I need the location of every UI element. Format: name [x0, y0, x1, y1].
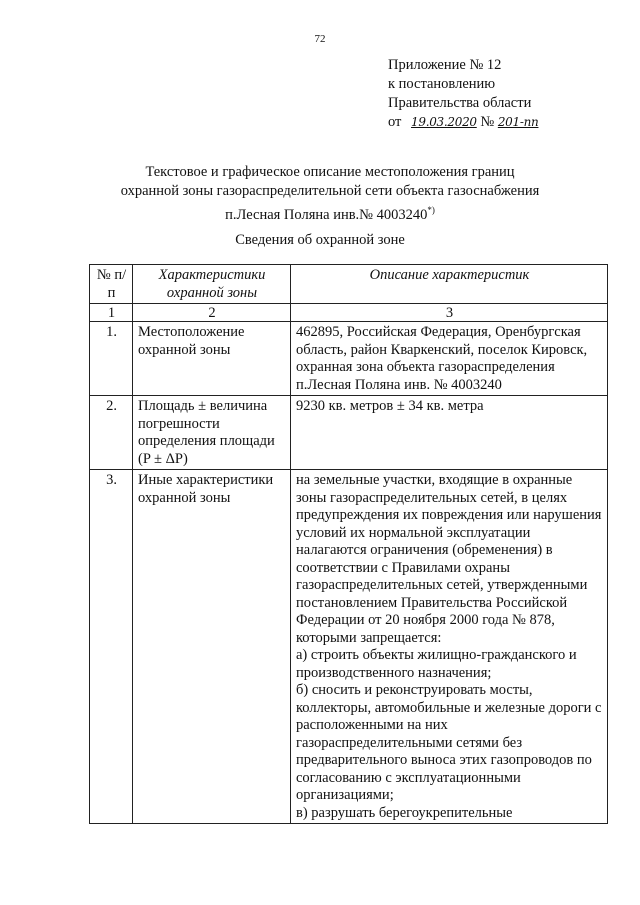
row-characteristic: Иные характеристики охранной зоны: [133, 470, 291, 824]
description-paragraph: а) строить объекты жилищно-гражданского и производственного назначения;: [296, 647, 577, 681]
row-description: [291, 322, 608, 396]
row-description: [291, 396, 608, 470]
title-line-3: [60, 201, 600, 225]
description-paragraph: на земельные участки, входящие в охранные зоны газораспределительных сетей, в целях предупреждения их повреждения или нарушения условий их нормальной эксплуатации налагаются ограничения (обременения) в соответствии с Правилами охраны газораспределительных сетей, утвержденными постановлением Правительства Российской Федерации от 20 ноября 2000 года № 878, которыми запрещается:: [296, 472, 602, 646]
number-prefix: №: [480, 114, 495, 130]
row-number: 3.: [90, 470, 133, 824]
index-cell-1: 1: [90, 304, 133, 322]
table-header-row: [90, 265, 608, 304]
table-row: [90, 396, 608, 470]
document-title: [60, 163, 600, 225]
row-characteristic: Площадь ± величина погрешности определения площади (P ± ΔP): [133, 396, 291, 470]
title-line-3-text: п.Лесная Поляна инв.№ 4003240: [225, 206, 428, 223]
description-paragraph: в) разрушать берегоукрепительные: [296, 804, 513, 821]
appendix-date-line: [388, 113, 538, 132]
date-prefix: от: [388, 114, 402, 130]
appendix-line-1: Приложение № 12: [388, 57, 502, 73]
description-paragraph: 462895, Российская Федерация, Оренбургская область, район Кваркенский, поселок Кировск, охранная зона объекта газораспределения п.Лесная Поляна инв. № 4003240: [296, 324, 588, 393]
table-index-row: [90, 304, 608, 322]
section-subtitle: Сведения об охранной зоне: [235, 232, 405, 248]
row-description: [291, 470, 608, 824]
zone-info-table: [89, 264, 608, 824]
row-characteristic: Местоположение охранной зоны: [133, 322, 291, 396]
row-number: 1.: [90, 322, 133, 396]
table-row: [90, 470, 608, 824]
header-description: Описание характеристик: [291, 265, 608, 304]
handwritten-number: 201-пп: [497, 115, 539, 129]
index-cell-2: 2: [133, 304, 291, 322]
header-number: № п/п: [90, 265, 133, 304]
footnote-mark: *): [427, 205, 435, 215]
appendix-line-2: к постановлению: [388, 76, 496, 92]
title-line-1: Текстовое и графическое описание местоположения границ: [145, 164, 515, 180]
description-paragraph: 9230 кв. метров ± 34 кв. метра: [296, 398, 484, 414]
index-cell-3: 3: [291, 304, 608, 322]
title-line-2: охранной зоны газораспределительной сети объекта газоснабжения: [120, 183, 540, 199]
row-number: 2.: [90, 396, 133, 470]
appendix-line-3: Правительства области: [388, 95, 532, 111]
description-paragraph: б) сносить и реконструировать мосты, коллекторы, автомобильные и железные дороги с расположенными на них газораспределительными сетями без предварительного выноса этих газопроводов по согласованию с эксплуатационными организациями;: [296, 682, 602, 803]
table-row: [90, 322, 608, 396]
page-number: 72: [314, 33, 326, 45]
appendix-header: [388, 56, 538, 132]
header-characteristic: Характеристики охранной зоны: [133, 265, 291, 304]
handwritten-date: 19.03.2020: [411, 115, 477, 129]
